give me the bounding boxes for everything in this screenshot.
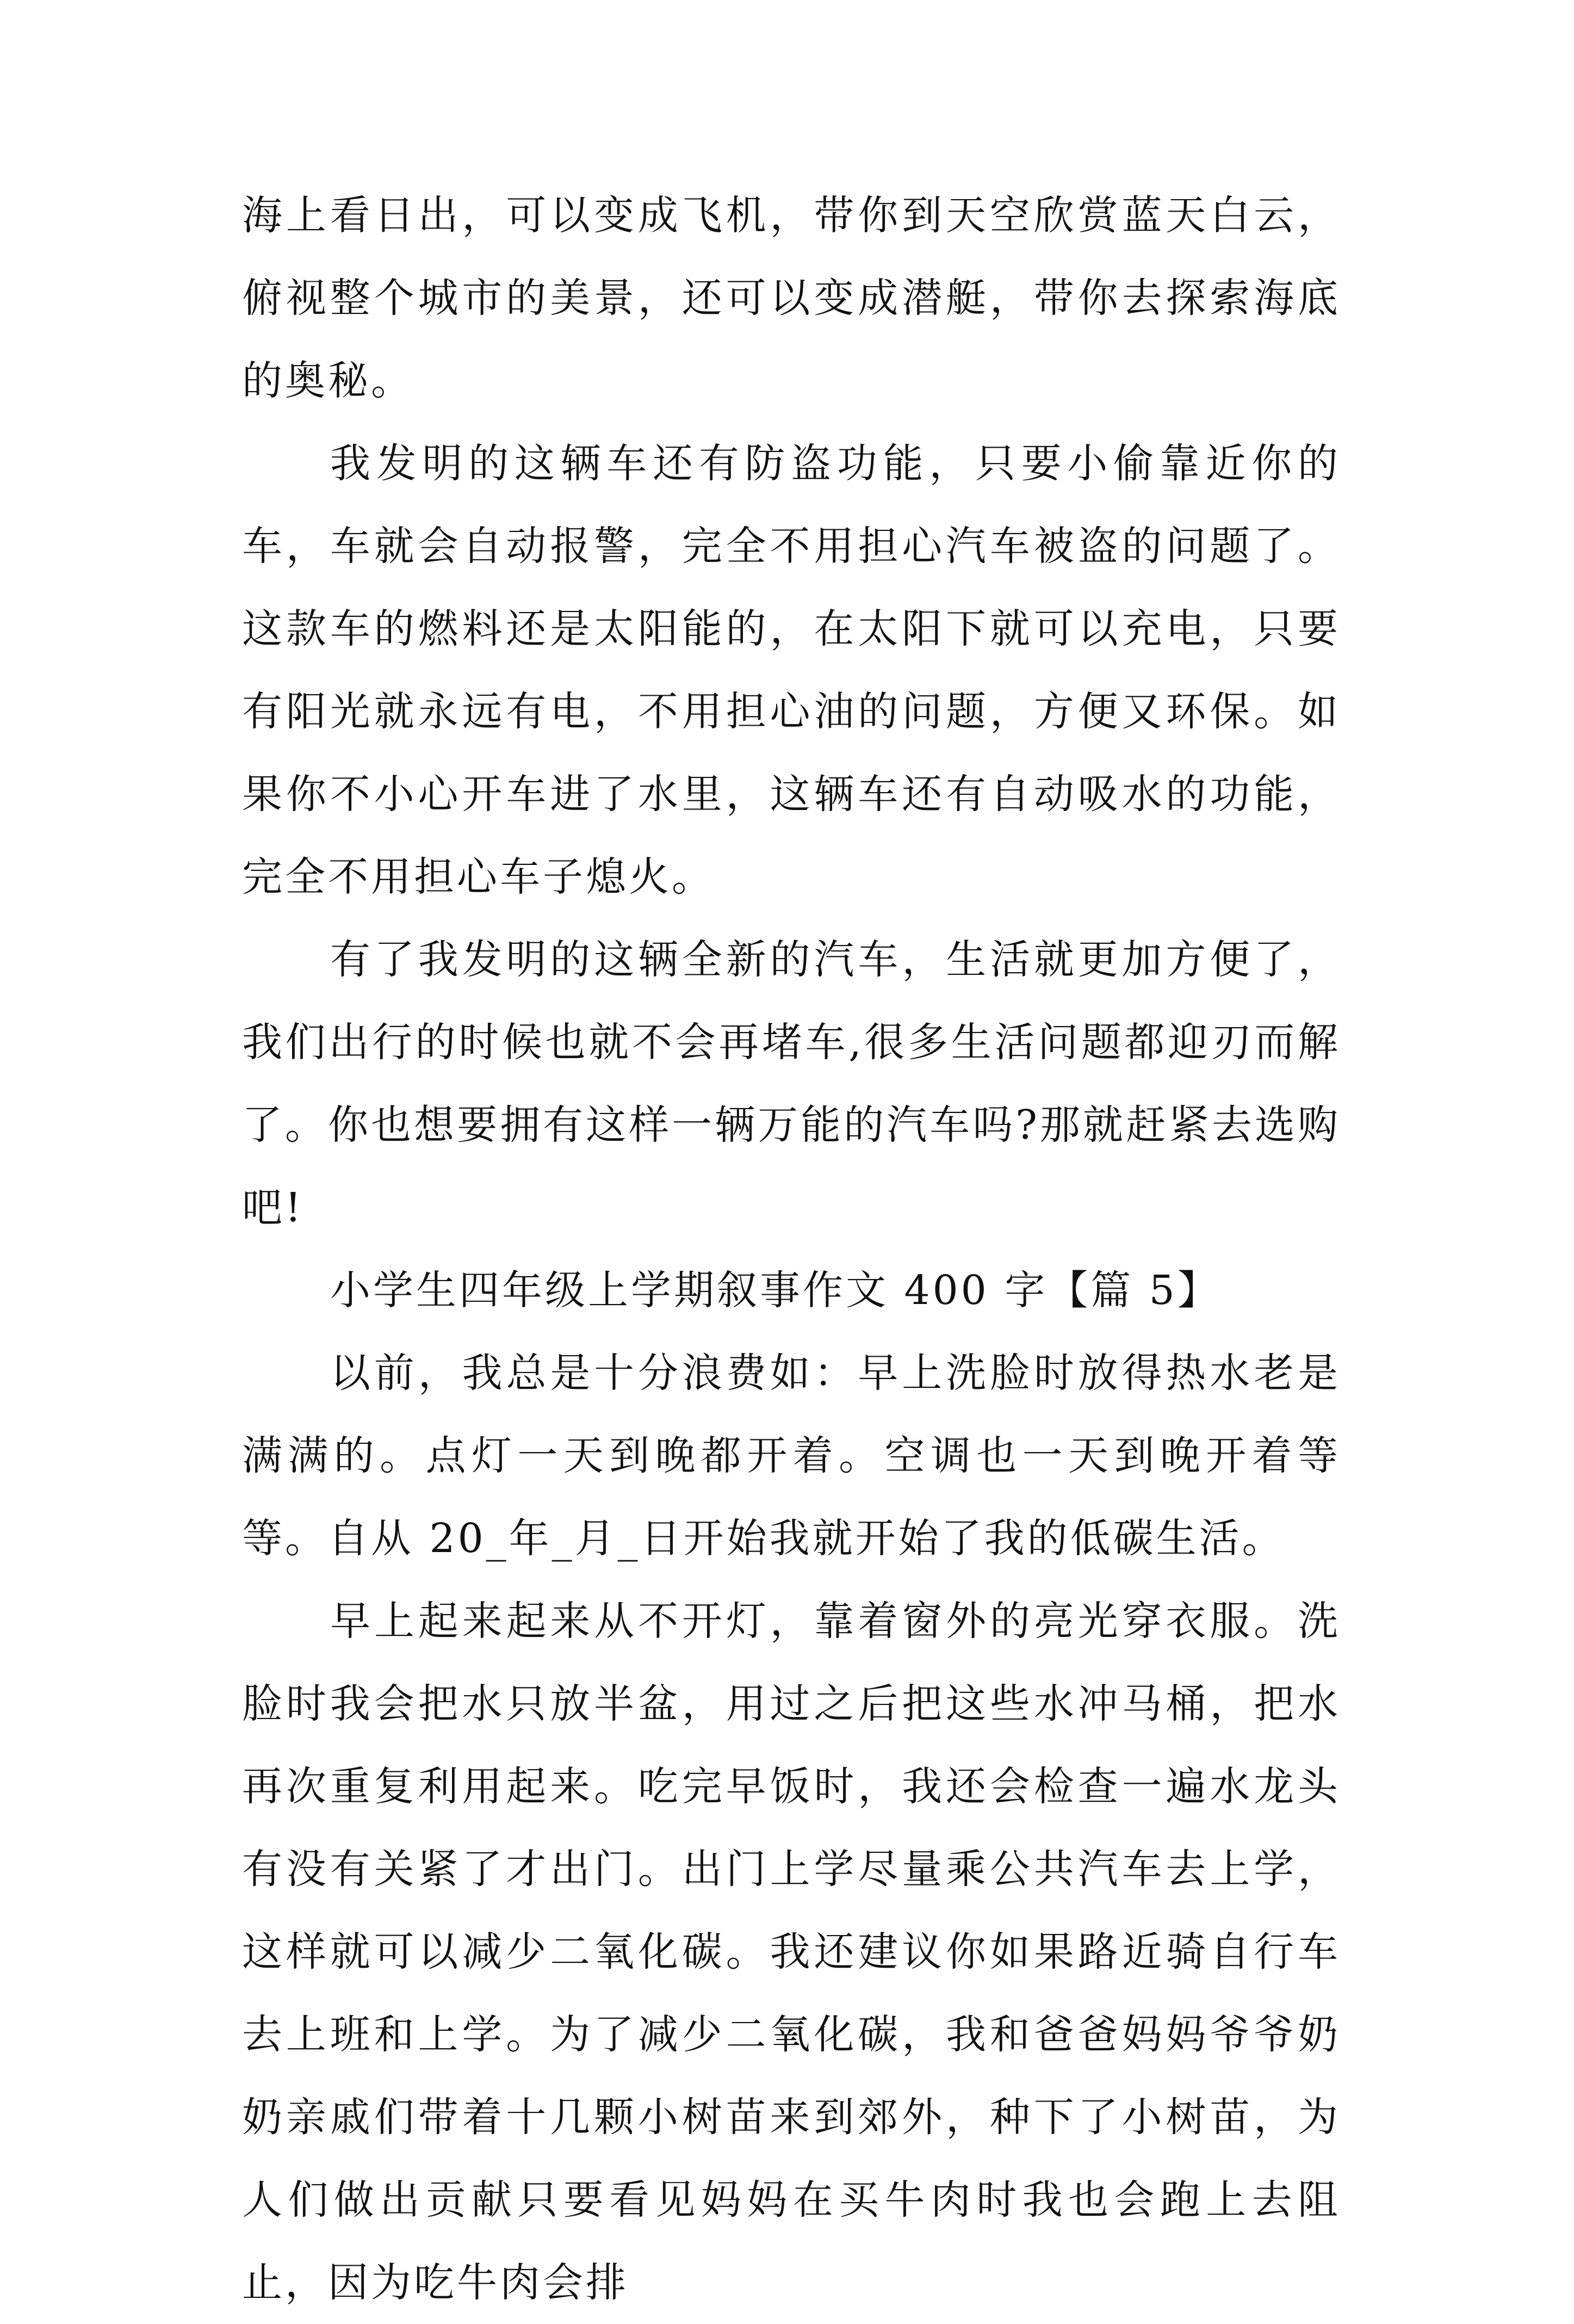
paragraph: 我发明的这辆车还有防盗功能，只要小偷靠近你的车，车就会自动报警，完全不用担心汽车被盗的问题了。这款车的燃料还是太阳能的，在太阳下就可以充电，只要有阳光就永远有电，不用担心油的问题，方便又环保。如果你不小心开车进了水里，这辆车还有自动吸水的功能，完全不用担心车子熄火。	[242, 440, 1341, 900]
section-heading: 小学生四年级上学期叙事作文 400 字【篇 5】	[330, 1267, 1220, 1314]
document-body	[242, 174, 1341, 2324]
paragraph: 早上起来起来从不开灯，靠着窗外的亮光穿衣服。洗脸时我会把水只放半盆，用过之后把这些水冲马桶，把水再次重复利用起来。吃完早饭时，我还会检查一遍水龙头有没有关紧了才出门。出门上学尽量乘公共汽车去上学，这样就可以减少二氧化碳。我还建议你如果路近骑自行车去上班和上学。为了减少二氧化碳，我和爸爸妈妈爷爷奶奶亲戚们带着十几颗小树苗来到郊外，种下了小树苗，为人们做出贡献只要看见妈妈在买牛肉时我也会跑上去阻止，因为吃牛肉会排	[242, 1598, 1341, 2306]
paragraph: 以前，我总是十分浪费如：早上洗脸时放得热水老是满满的。点灯一天到晚都开着。空调也一天到晚开着等等。自从 20_年_月_日开始我就开始了我的低碳生活。	[242, 1350, 1341, 1562]
paragraph: 有了我发明的这辆全新的汽车，生活就更加方便了，我们出行的时候也就不会再堵车,很多生活问题都迎刃而解了。你也想要拥有这样一辆万能的汽车吗?那就赶紧去选购吧!	[242, 936, 1341, 1231]
paragraph-continued: 海上看日出，可以变成飞机，带你到天空欣赏蓝天白云，俯视整个城市的美景，还可以变成潜艇，带你去探索海底的奥秘。	[242, 192, 1341, 404]
